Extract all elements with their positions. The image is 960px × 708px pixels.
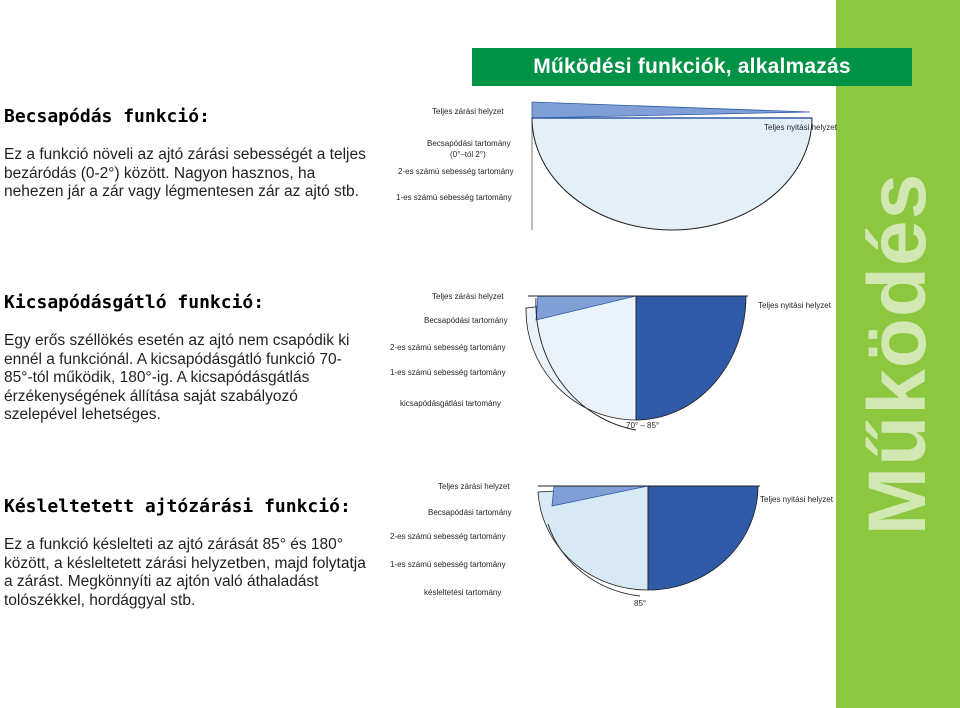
page-title: Működési funkciók, alkalmazás [472, 48, 912, 86]
label-full-close: Teljes zárási helyzet [432, 107, 504, 116]
diagram-backcheck [388, 290, 831, 435]
label-speed2: 2-es számú sebesség tartomány [390, 532, 506, 541]
label-speed2: 2-es számú sebesség tartomány [398, 167, 514, 176]
label-speed1: 1-es számú sebesség tartomány [396, 193, 512, 202]
label-full-close: Teljes zárási helyzet [432, 292, 504, 301]
label-slam-range: Becsapódási tartomány [428, 508, 512, 517]
label-full-open: Teljes nyitási helyzet [758, 301, 831, 310]
label-angle: 85° [634, 599, 647, 608]
label-speed1: 1-es számú sebesség tartomány [390, 560, 506, 569]
label-slam-range: Becsapódási tartomány [424, 316, 508, 325]
side-label: Működés [852, 172, 943, 536]
section-title-delay: Késleltetett ajtózárási funkció: [4, 496, 351, 517]
section-title-backcheck: Kicsapódásgátló funkció: [4, 292, 265, 313]
section-text-slam: Ez a funkció növeli az ajtó zárási sebességét a teljes bezáródás (0-2°) között. Nagyon hasznos, ha nehezen jár a zár vagy légmentesen zár az ajtó stb. [4, 146, 366, 200]
label-slam-range: Becsapódási tartomány [427, 139, 511, 148]
label-full-open: Teljes nyitási helyzet [760, 495, 833, 504]
diagram-delay [388, 480, 833, 610]
diagram-backcheck-dark-sector [636, 296, 746, 420]
label-speed2: 2-es számú sebesség tartomány [390, 343, 506, 352]
section-text-backcheck: Egy erős széllökés esetén az ajtó nem csapódik ki ennél a funkciónál. A kicsapódásgátló funkció 70-85°-tól működik, 180°-ig. A kicsapódásgátlás érzékenységének állítása saját szabályozó szelepével lehetséges. [4, 332, 350, 423]
label-backcheck-range: kicsapódásgátlási tartomány [400, 399, 501, 408]
diagram-delay-dark-sector [648, 486, 758, 590]
label-slam-range-sub: (0°–tól 2°) [450, 150, 486, 159]
label-full-close: Teljes zárási helyzet [438, 482, 510, 491]
label-delay-range: késleltetési tartomány [424, 588, 502, 597]
label-full-open: Teljes nyitási helyzet [764, 123, 837, 132]
label-angle: 70° – 85° [626, 421, 660, 430]
diagram-slam [390, 100, 837, 235]
label-speed1: 1-es számú sebesség tartomány [390, 368, 506, 377]
diagram-slam-arc [532, 118, 812, 230]
section-title-slam: Becsapódás funkció: [4, 106, 210, 127]
diagram-slam-range-wedge [532, 102, 810, 118]
section-text-delay: Ez a funkció késlelteti az ajtó zárását 85° és 180° között, a késleltetett zárási helyzetben, majd folytatja a zárást. Megkönnyíti az ajtón való áthaladást tolószékkel, hordággyal stb. [4, 536, 366, 609]
